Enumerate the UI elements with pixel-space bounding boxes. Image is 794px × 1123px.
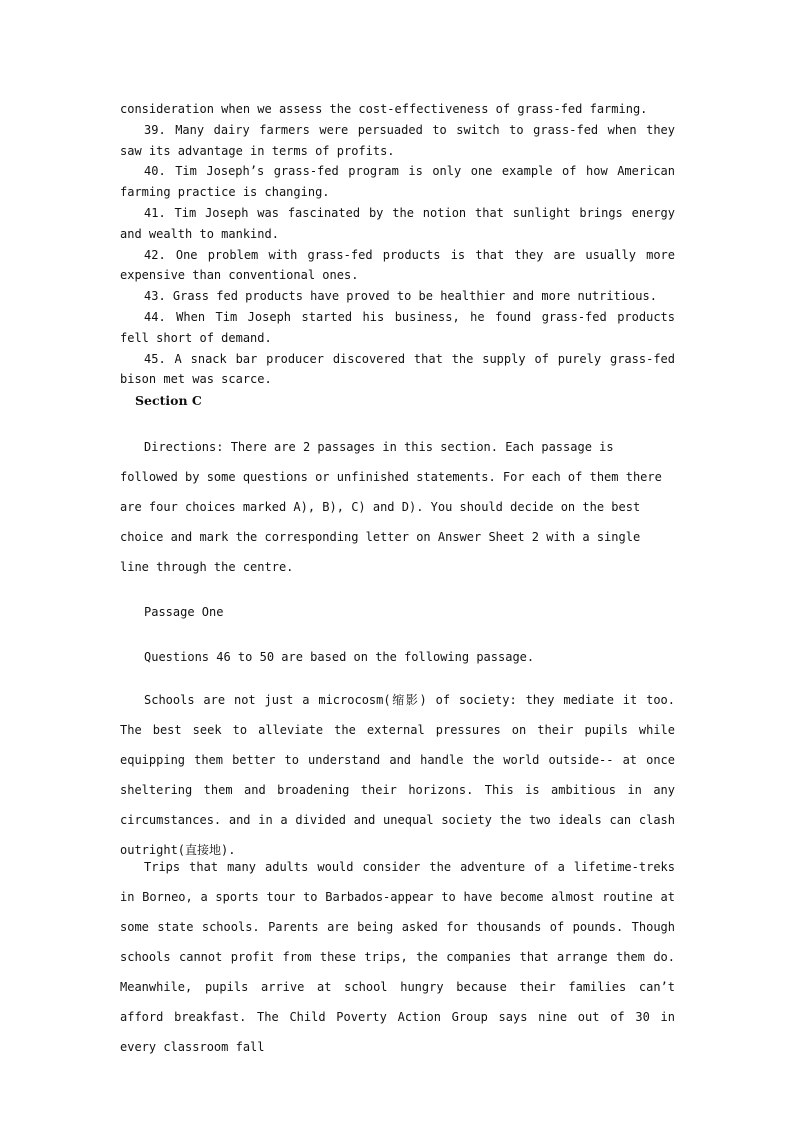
- passage-paragraph: Schools are not just a microcosm(缩影) of society: they mediate it too. The best seek to alleviate the external pressures on their pupils while equipping them better to understand and handle the world outside-- at once sheltering them and broadening their horizons. This is ambitious in any circumstances. and in a divided and unequal society the two ideals can clash outright(直接地).: [120, 693, 675, 857]
- statement-40: 40. Tim Joseph’s grass-fed program is only one example of how American farming practice is changing.: [120, 164, 675, 200]
- passage-heading: Passage One: [144, 605, 224, 619]
- questions-note-block: [120, 642, 675, 672]
- statement-41: 41. Tim Joseph was fascinated by the notion that sunlight brings energy and wealth to mankind.: [120, 205, 675, 241]
- section-heading: Section C: [135, 393, 202, 408]
- passage-heading-block: [120, 597, 675, 627]
- statement-39: 39. Many dairy farmers were persuaded to switch to grass-fed when they saw its advantage in terms of profits.: [120, 122, 675, 158]
- statement-43: 43. Grass fed products have proved to be healthier and more nutritious.: [144, 289, 657, 304]
- statement-42: 42. One problem with grass-fed products is that they are usually more expensive than conventional ones.: [120, 247, 675, 283]
- directions-block: [120, 432, 675, 582]
- passage-paragraph-2-block: [120, 852, 675, 1062]
- directions-text: Directions: There are 2 passages in this section. Each passage is followed by some questions or unfinished statements. For each of them there are four choices marked A), B), C) and D). You should decide on the best choice and mark the corresponding letter on Answer Sheet 2 with a single line through the centre.: [120, 440, 662, 574]
- questions-note: Questions 46 to 50 are based on the following passage.: [144, 650, 535, 664]
- statement-44: 44. When Tim Joseph started his business, he found grass-fed products fell short of demand.: [120, 309, 675, 345]
- passage-paragraph-1-block: [120, 685, 675, 865]
- statement-45: 45. A snack bar producer discovered that the supply of purely grass-fed bison met was scarce.: [120, 351, 675, 387]
- continued-line: consideration when we assess the cost-effectiveness of grass-fed farming.: [120, 102, 648, 116]
- passage-paragraph: Trips that many adults would consider the adventure of a lifetime-treks in Borneo, a sports tour to Barbados-appear to have become almost routine at some state schools. Parents are being asked for thousands of pounds. Though schools cannot profit from these trips, the companies that arrange them do. Meanwhile, pupils arrive at school hungry because their families can’t afford breakfast. The Child Poverty Action Group says nine out of 30 in every classroom fall: [120, 860, 675, 1054]
- statements-block: [120, 99, 675, 390]
